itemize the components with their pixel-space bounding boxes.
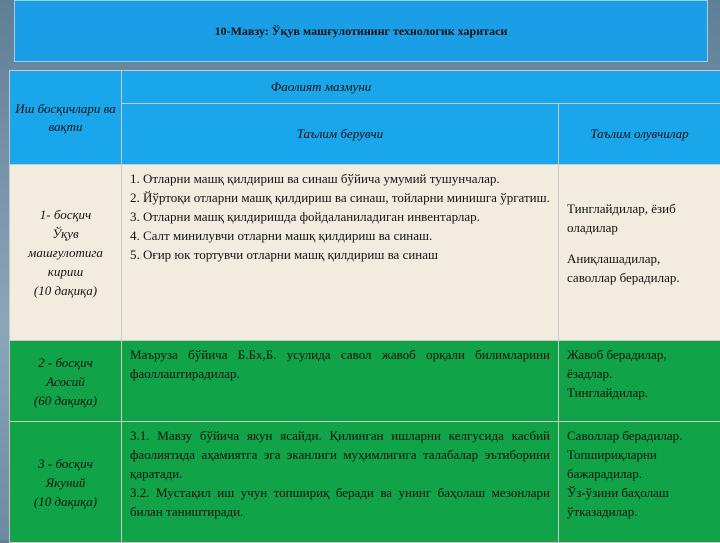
header-activity-label: Фаолият мазмуни (271, 79, 372, 94)
learners-item: Топшириқларни бажарадилар. (567, 445, 712, 483)
stage-cell (10, 422, 122, 543)
learners-cell (559, 341, 720, 422)
stage-line: кириш (10, 262, 121, 281)
stage-line: 2 - босқич (10, 353, 121, 372)
teacher-item: 5. Оғир юк тортувчи отларни машқ қилдириш ва синаш (130, 245, 550, 264)
header-teacher (122, 104, 559, 165)
teacher-item: 3. Отларни машқ қилдиришда фойдаланиладиган инвентарлар. (130, 207, 550, 226)
stage-line: (10 дақиқа) (10, 281, 121, 300)
header-stages-label: Иш босқичлари ва вақти (15, 101, 116, 134)
stage-line: (10 дақиқа) (10, 492, 121, 511)
learners-item: Ўз-ўзини баҳолаш ўтказадилар. (567, 483, 712, 521)
stage-line: 3 - босқич (10, 454, 121, 473)
stage-line: Ўқув (10, 224, 121, 243)
teacher-item: Маъруза бўйича Б.Бх,Б. усулида савол жавоб орқали билимларини фаоллаштирадилар. (130, 345, 550, 383)
stage-line: (60 дақиқа) (10, 391, 121, 410)
tech-map-table (9, 70, 720, 543)
teacher-cell (122, 341, 559, 422)
table-row (10, 422, 720, 543)
stage-line: Асосий (10, 372, 121, 391)
page-title: 10-Мавзу: Ўқув машғулотининг технологик харитаси (215, 24, 508, 39)
header-learners-label: Таълим олувчилар (590, 126, 688, 141)
header-teacher-label: Таълим берувчи (297, 126, 383, 141)
teacher-item: 1. Отларни машқ қилдириш ва синаш бўйича умумий тушунчалар. (130, 169, 550, 188)
teacher-item: 3.1. Мавзу бўйича якун ясайди. Қилинган ишларни келгусида касбий фаолиятида аҳамиятга эга эканлиги муҳимлигига талабалар эътиборини қаратади. (130, 426, 550, 483)
learners-item: Аниқлашадилар, саволлар берадилар. (567, 249, 712, 287)
teacher-item: 2. Йўртоқи отларни машқ қилдириш ва синаш, тойларни минишга ўргатиш. (130, 188, 550, 207)
teacher-cell (122, 165, 559, 341)
title-bar (14, 0, 708, 62)
table-row (10, 341, 720, 422)
teacher-item: 3.2. Мустақил иш учун топшириқ беради ва унинг баҳолаш мезонлари билан таништиради. (130, 483, 550, 521)
table-row (10, 165, 720, 341)
stage-line: машғулотига (10, 243, 121, 262)
teacher-cell (122, 422, 559, 543)
learners-item: Тинглайдилар. (567, 383, 712, 402)
learners-item: Саволлар берадилар. (567, 426, 712, 445)
learners-cell (559, 165, 720, 341)
stage-line: Якуний (10, 473, 121, 492)
header-activity (122, 71, 720, 104)
learners-item: Жавоб берадилар, ёзадлар. (567, 345, 712, 383)
header-stages (10, 71, 122, 165)
stage-cell (10, 165, 122, 341)
learners-cell (559, 422, 720, 543)
learners-item: Тинглайдилар, ёзиб оладилар (567, 199, 712, 237)
stage-line: 1- босқич (10, 205, 121, 224)
teacher-item: 4. Салт минилувчи отларни машқ қилдириш ва синаш. (130, 226, 550, 245)
stage-cell (10, 341, 122, 422)
header-learners (559, 104, 720, 165)
